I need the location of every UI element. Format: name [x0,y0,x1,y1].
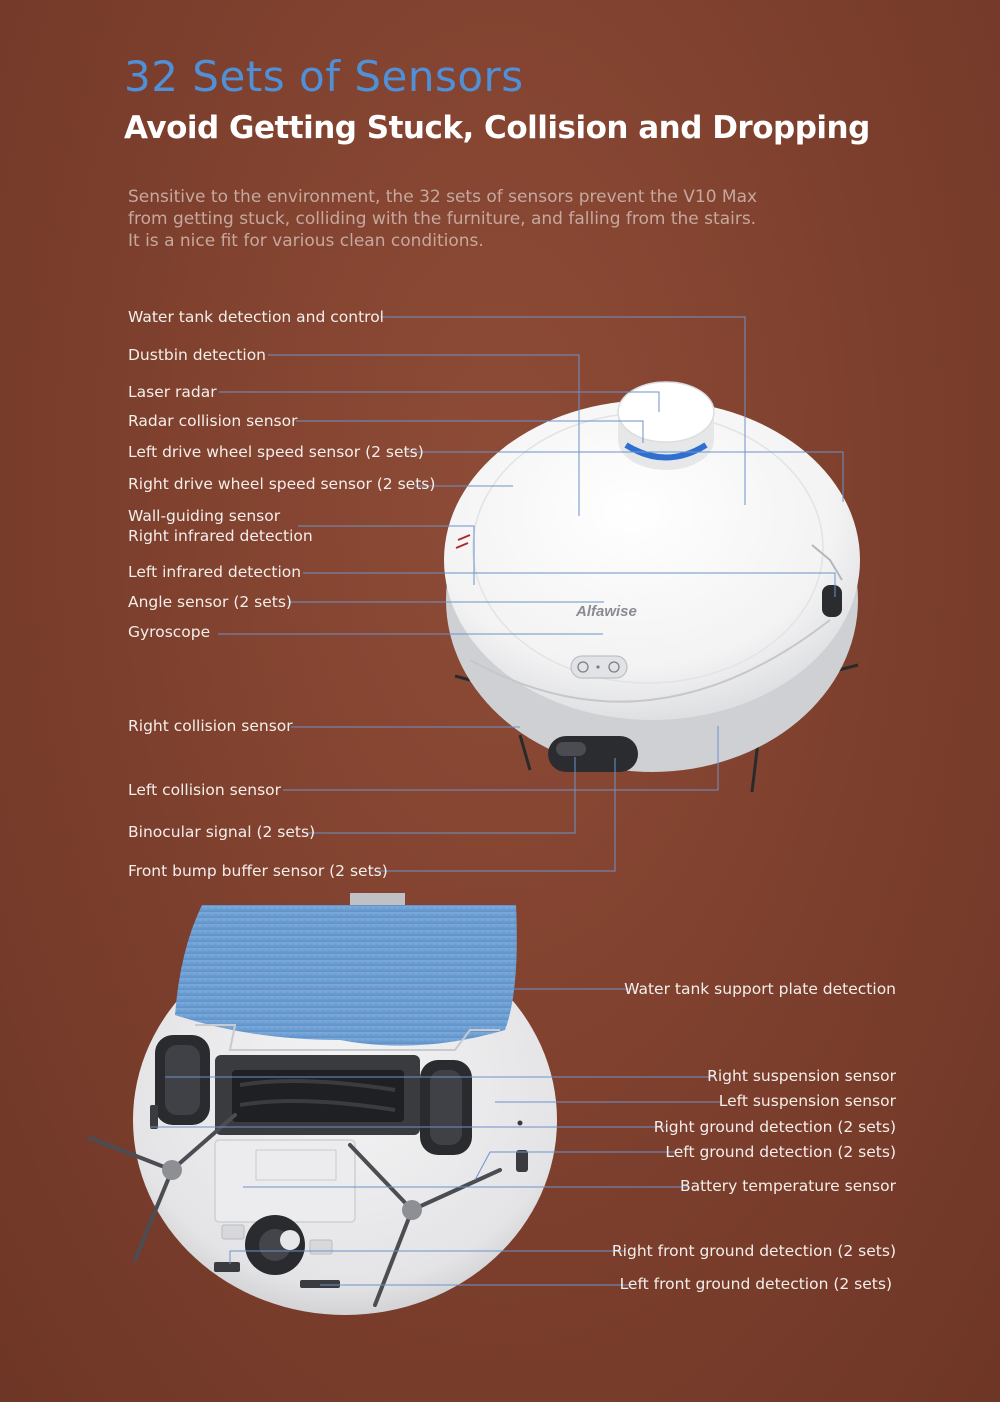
description-line-2: from getting stuck, colliding with the furniture, and falling from the stairs. [128,209,757,229]
robot-top-view [444,382,860,792]
label-right-ground-detection: Right ground detection (2 sets) [653,1118,896,1136]
label-binocular-signal: Binocular signal (2 sets) [128,823,316,841]
label-radar-collision-sensor: Radar collision sensor [128,412,298,430]
label-left-front-ground-detection: Left front ground detection (2 sets) [619,1275,892,1293]
label-right-suspension-sensor: Right suspension sensor [707,1067,896,1085]
label-left-suspension-sensor: Left suspension sensor [718,1092,896,1110]
description-line-3: It is a nice fit for various clean conditions. [128,231,484,251]
page-title: 32 Sets of Sensors [124,52,524,101]
description-line-1: Sensitive to the environment, the 32 sets of sensors prevent the V10 Max [128,187,758,207]
label-laser-radar: Laser radar [128,383,217,401]
label-water-tank-detection: Water tank detection and control [128,308,384,326]
brand-logo: Alfawise [576,603,637,620]
robot-bottom-view [90,893,557,1315]
label-water-tank-support-plate: Water tank support plate detection [624,980,896,998]
label-right-drive-wheel-sensor: Right drive wheel speed sensor (2 sets) [128,475,436,493]
label-left-collision-sensor: Left collision sensor [128,781,281,799]
label-battery-temperature-sensor: Battery temperature sensor [679,1177,896,1195]
label-left-ground-detection: Left ground detection (2 sets) [665,1143,896,1161]
label-left-infrared-detection: Left infrared detection [128,563,302,581]
label-dustbin-detection: Dustbin detection [128,346,267,364]
label-front-bump-buffer-sensor: Front bump buffer sensor (2 sets) [128,862,388,880]
label-angle-sensor: Angle sensor (2 sets) [128,593,292,611]
label-wall-guiding-sensor: Wall-guiding sensor [128,507,281,525]
label-gyroscope: Gyroscope [128,623,211,641]
label-right-infrared-detection: Right infrared detection [128,527,313,545]
label-left-drive-wheel-sensor: Left drive wheel speed sensor (2 sets) [128,443,424,461]
label-right-collision-sensor: Right collision sensor [128,717,293,735]
page-subtitle: Avoid Getting Stuck, Collision and Dropping [124,110,870,146]
label-right-front-ground-detection: Right front ground detection (2 sets) [611,1242,896,1260]
